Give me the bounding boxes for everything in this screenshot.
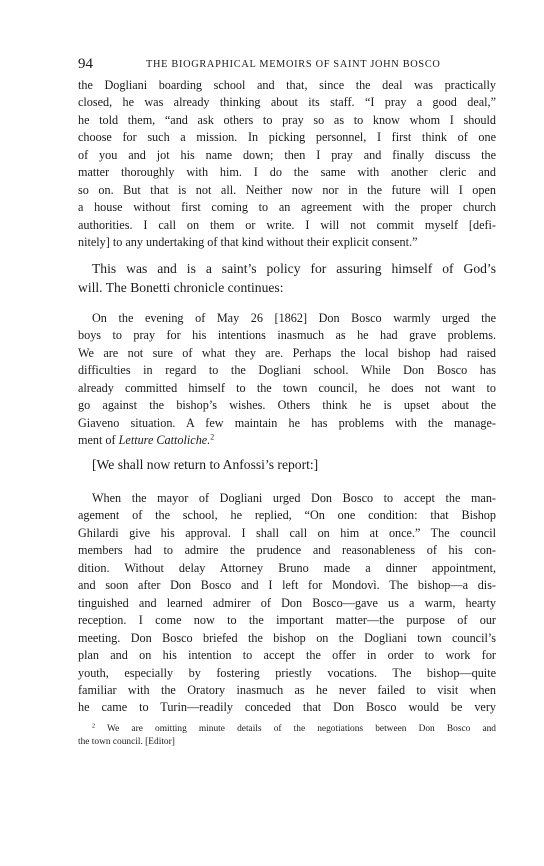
chronicle-paragraph	[78, 310, 496, 450]
publication-title: Letture Cattoliche.	[118, 433, 211, 448]
narrative-paragraph	[78, 259, 496, 297]
text-line: agement of the school, he replied, “On one condition: that Bishop	[78, 508, 496, 523]
text-line: plan and on his intention to accept the offer in order to work for	[78, 648, 496, 663]
text-line: youth, especially by fostering priestly vocations. The bishop—quite	[78, 665, 496, 680]
text-line: will. The Bonetti chronicle continues:	[78, 280, 284, 295]
text-line: a house without first coming to an agreement with the proper church	[78, 200, 496, 215]
footnote-reference: 2	[210, 432, 215, 442]
text-line: he told them, “and ask others to pray so as to know whom I should	[78, 112, 496, 127]
running-title: THE BIOGRAPHICAL MEMOIRS OF SAINT JOHN BOSCO	[146, 59, 441, 70]
text-line: reception. I come now to the important matter—the purpose of our	[78, 613, 496, 628]
footnote-line: the town council. [Editor]	[78, 737, 175, 747]
text-line: Giaveno situation. A few maintain he has problems with the manage-	[78, 415, 496, 430]
report-paragraph	[78, 490, 496, 717]
text-line: This was and is a saint’s policy for assuring himself of God’s	[92, 261, 496, 276]
text-line: already committed himself to the town council, he does not want to	[78, 380, 496, 395]
text-line: members had to admire the prudence and reasonableness of his con-	[78, 543, 496, 558]
text-line: familiar with the Oratory inasmuch as he never failed to visit when	[78, 682, 496, 697]
text-line: matter thoroughly with him. I do the same with another cleric and	[78, 165, 496, 180]
text-line: meeting. Don Bosco briefed the bishop on the Dogliani town council’s	[78, 630, 496, 645]
letter-quote-paragraph	[78, 77, 496, 252]
text-line: dition. Without delay Attorney Bruno made a dinner appointment,	[78, 560, 496, 575]
text-line: nitely] to any undertaking of that kind without their explicit consent.”	[78, 235, 418, 250]
text-line: he came to Turin—readily conceded that Don Bosco would be very	[78, 700, 496, 715]
text-line: boys to pray for his intentions inasmuch as he had grave problems.	[78, 328, 496, 343]
line-text: ment of	[78, 433, 119, 448]
text-line: so on. But that is not all. Neither now nor in the future will I open	[78, 182, 496, 197]
text-line: closed, he was already thinking about its staff. “I pray a good deal,”	[78, 95, 496, 110]
text-line: Ghilardi give his approval. I shall call on him at once.” The council	[78, 525, 496, 540]
text-line: authorities. I call on them or write. I will not commit myself [defi-	[78, 217, 496, 232]
text-line: choose for such a mission. In picking personnel, I first think of one	[78, 130, 496, 145]
text-line: difficulties in regard to the Dogliani school. While Don Bosco has	[78, 363, 496, 378]
text-line: go against the bishop’s wishes. Others think he is upset about the	[78, 398, 496, 413]
text-line: [We shall now return to Anfossi’s report:]	[92, 457, 319, 472]
text-line: and soon after Don Bosco and I left for Mondovì. The bishop—a dis-	[78, 578, 496, 593]
text-line: of you and jot his name down; then I pray and finally discuss the	[78, 147, 496, 162]
footnote-number: 2	[92, 723, 96, 730]
text-line	[78, 432, 496, 449]
text-line: the Dogliani boarding school and that, since the deal was practically	[78, 78, 496, 92]
footnote	[78, 723, 496, 749]
page-header	[78, 56, 496, 72]
text-line: When the mayor of Dogliani urged Don Bosco to accept the man-	[92, 491, 496, 505]
page-number: 94	[78, 56, 93, 72]
text-line: On the evening of May 26 [1862] Don Bosco warmly urged the	[92, 311, 496, 325]
footnote-text: We are omitting minute details of the negotiations between Don Bosco and	[95, 724, 496, 734]
text-line: We are not sure of what they are. Perhaps the local bishop had raised	[78, 345, 496, 360]
editorial-note	[78, 455, 496, 474]
text-line: tinguished and learned admirer of Don Bosco—gave us a warm, hearty	[78, 595, 496, 610]
footnote-line	[78, 723, 496, 736]
